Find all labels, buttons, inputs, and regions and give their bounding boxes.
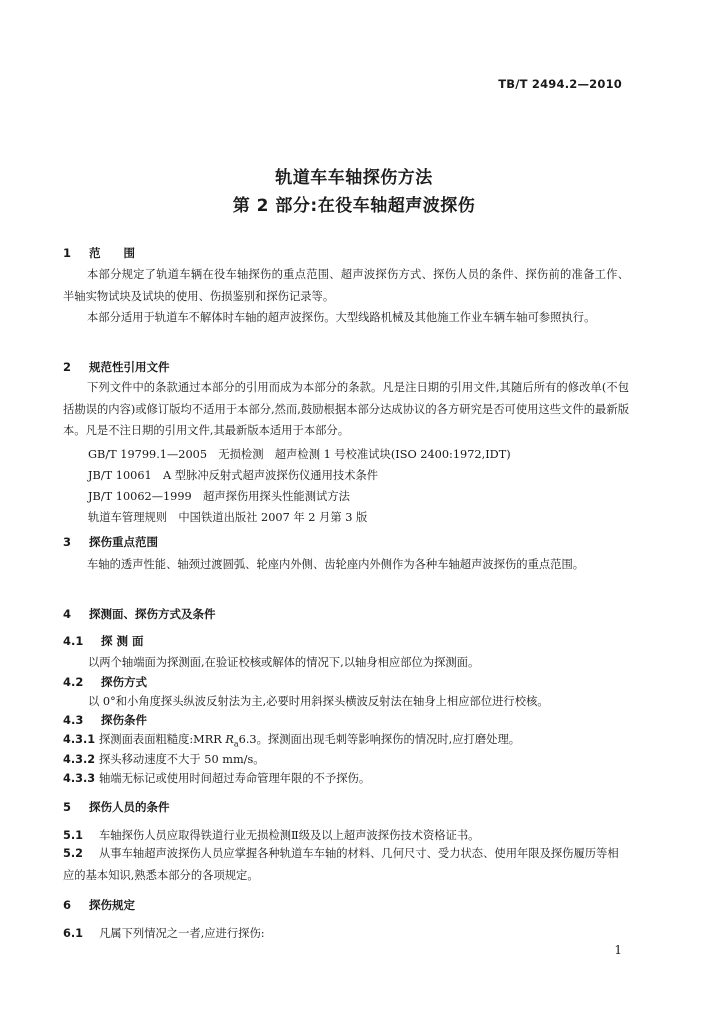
clause-number: 6.1 (63, 927, 84, 940)
standard-code: TB/T 2494.2—2010 (498, 77, 622, 91)
section-number: 1 (63, 246, 72, 260)
clause-number: 4.3 (63, 713, 84, 727)
clause-number: 5.2 (63, 847, 84, 860)
clause-number: 4.3.1 (63, 733, 96, 746)
clause-text-b: 6.3。探测面出现毛刺等影响探伤的情况时,应打磨处理。 (238, 733, 521, 746)
clause-text: 探头移动速度不大于 50 mm/s。 (99, 753, 265, 766)
clause-text: 凡属下列情况之一者,应进行探伤: (99, 927, 265, 940)
section-title: 探伤重点范围 (89, 535, 158, 549)
section-2-paragraph-1: 下列文件中的条款通过本部分的引用而成为本部分的条款。凡是注日期的引用文件,其随后所有的修改单(不包括勘误的内容)或修订版均不适用于本部分,然而,鼓励根据本部分达成协议的各方研究是否可使用这些文件的最新版本。凡是不注日期的引用文件,其最新版本适用于本部分。 (63, 381, 629, 437)
section-6-heading (63, 897, 135, 913)
section-number: 6 (63, 898, 72, 912)
clause-title: 探伤方式 (101, 675, 147, 689)
roughness-subscript: a (233, 739, 239, 749)
section-4-heading (63, 606, 216, 622)
section-title: 探伤人员的条件 (89, 800, 170, 814)
section-1-paragraph-2: 本部分适用于轨道车不解体时车轴的超声波探伤。大型线路机械及其他施工作业车辆车轴可参照执行。 (87, 311, 596, 324)
clause-5-2 (63, 843, 629, 886)
clause-4-2-text: 以 0°和小角度探头纵波反射法为主,必要时用斜探头横波反射法在轴身上相应部位进行校核。 (88, 695, 549, 708)
clause-4-3-heading (63, 712, 147, 728)
section-number: 5 (63, 800, 72, 814)
clause-text: 轴端无标记或使用时间超过寿命管理年限的不予探伤。 (99, 772, 371, 785)
clause-number: 4.2 (63, 675, 84, 689)
clause-number: 4.3.2 (63, 753, 96, 766)
section-title: 探测面、探伤方式及条件 (89, 607, 216, 621)
clause-title: 探伤条件 (101, 713, 147, 727)
clause-number: 5.1 (63, 829, 84, 842)
document-title: 轨道车车轴探伤方法 (275, 168, 433, 188)
reference-item: 轨道车管理规则 中国铁道出版社 2007 年 2 月第 3 版 (88, 511, 368, 524)
clause-text-a: 探测面表面粗糙度:MRR (99, 733, 226, 746)
section-1-heading (63, 245, 135, 261)
section-title: 探伤规定 (89, 898, 135, 912)
clause-4-2-heading (63, 674, 147, 690)
page-number: 1 (614, 943, 622, 957)
clause-title: 探 测 面 (101, 634, 144, 648)
section-number: 2 (63, 360, 72, 374)
clause-4-1-heading (63, 633, 144, 649)
section-1-paragraph-1: 本部分规定了轨道车辆在役车轴探伤的重点范围、超声波探伤方式、探伤人员的条件、探伤前的准备工作、半轴实物试块及试块的使用、伤损鉴别和探伤记录等。 (63, 268, 629, 303)
clause-4-3-1 (63, 731, 629, 748)
reference-item: JB/T 10062—1999 超声探伤用探头性能测试方法 (88, 490, 350, 503)
clause-number: 4.3.3 (63, 772, 96, 785)
reference-item: JB/T 10061 A 型脉冲反射式超声波探伤仪通用技术条件 (88, 469, 379, 482)
section-title: 规范性引用文件 (89, 360, 170, 374)
section-3-heading (63, 534, 158, 550)
clause-number: 4.1 (63, 634, 84, 648)
clause-4-1-text: 以两个轴端面为探测面,在验证校核或解体的情况下,以轴身相应部位为探测面。 (88, 656, 480, 669)
section-5-heading (63, 799, 170, 815)
section-2-heading (63, 359, 170, 375)
clause-text: 从事车轴超声波探伤人员应掌握各种轨道车车轴的材料、几何尺寸、受力状态、使用年限及探伤履历等相应的基本知识,熟悉本部分的各项规定。 (63, 847, 619, 882)
section-number: 3 (63, 535, 72, 549)
reference-item: GB/T 19799.1—2005 无损检测 超声检测 1 号校准试块(ISO 2400:1972,IDT) (88, 448, 511, 461)
section-title: 范 围 (89, 246, 135, 260)
clause-4-3-2 (63, 751, 629, 767)
clause-4-3-3 (63, 770, 629, 786)
section-3-paragraph-1: 车轴的透声性能、轴颈过渡圆弧、轮座内外侧、齿轮座内外侧作为各种车轴超声波探伤的重点范围。 (87, 558, 585, 571)
clause-text: 车轴探伤人员应取得铁道行业无损检测Ⅱ级及以上超声波探伤技术资格证书。 (99, 829, 480, 842)
section-number: 4 (63, 607, 72, 621)
document-subtitle: 第 2 部分:在役车轴超声波探伤 (232, 196, 476, 216)
roughness-symbol: R (225, 733, 234, 746)
clause-5-1 (63, 827, 629, 843)
clause-6-1 (63, 925, 629, 941)
